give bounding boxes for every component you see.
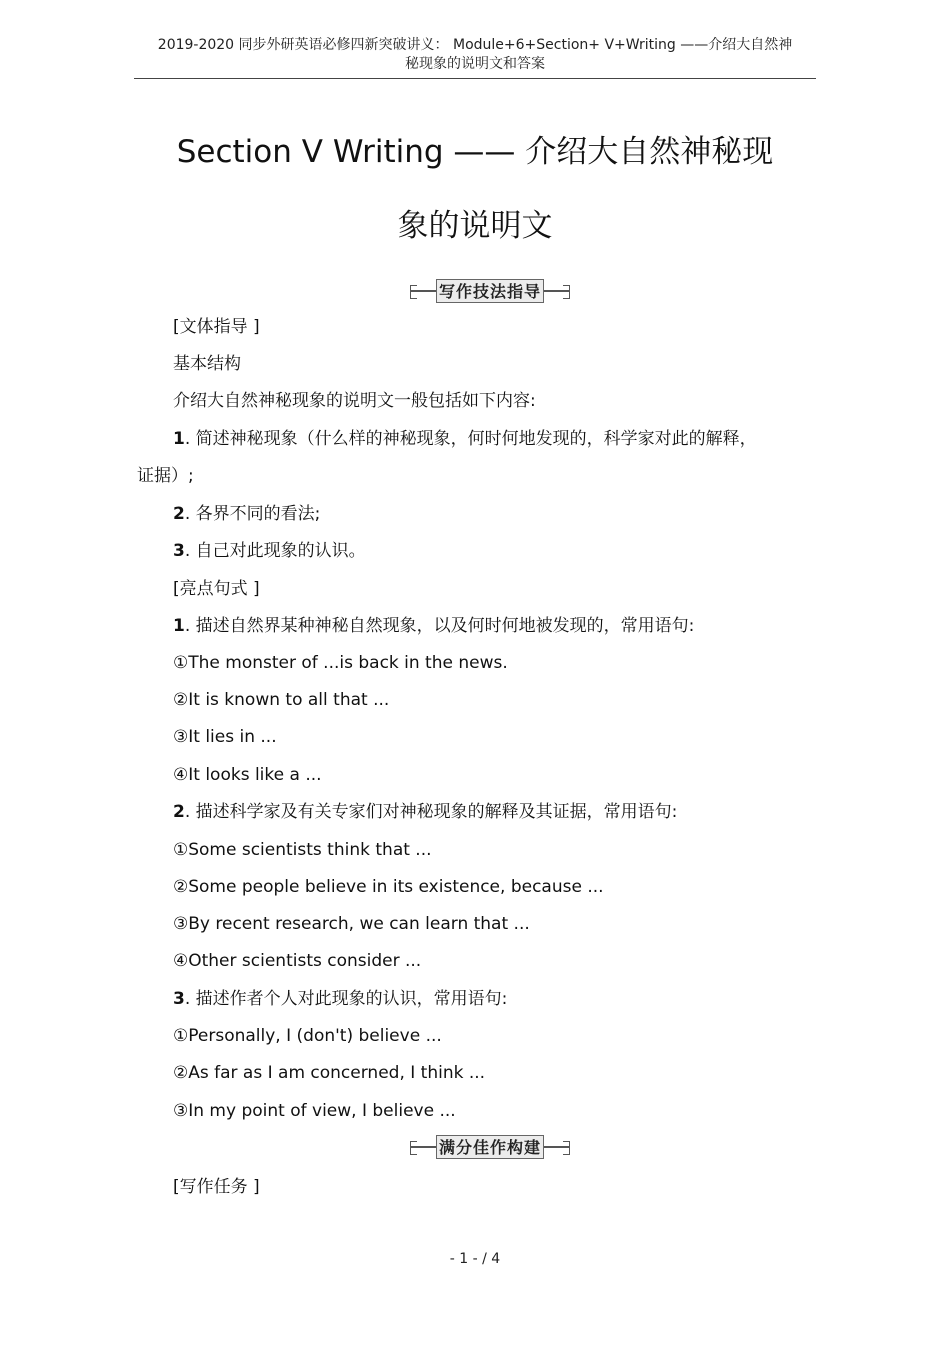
- item-text: . 描述作者个人对此现象的认识，常用语句:: [184, 989, 508, 1009]
- item-text: . 简述神秘现象（什么样的神秘现象，何时何地发现的，科学家对此的解释，: [184, 429, 757, 449]
- sentence-group-3: [173, 988, 507, 1010]
- item-number: 1: [173, 429, 185, 449]
- page-number: - 1 - / 4: [449, 1251, 501, 1267]
- sentence-example: ②It is known to all that ...: [173, 690, 390, 710]
- sentence-example: ②Some people believe in its existence, because ...: [173, 877, 604, 897]
- section-banner-label: 写作技法指导: [436, 279, 544, 303]
- intro-paragraph: 介绍大自然神秘现象的说明文一般包括如下内容:: [173, 391, 536, 411]
- item-text: . 描述自然界某种神秘自然现象，以及何时何地被发现的，常用语句:: [184, 616, 695, 636]
- section-banner-label: 满分佳作构建: [436, 1135, 544, 1159]
- running-header: [134, 36, 816, 74]
- section-banner-model-essay: [410, 1135, 570, 1159]
- page-title-line1: Section Ⅴ Writing —— 介绍大自然神秘现: [176, 134, 774, 170]
- item-number: 2: [173, 504, 185, 524]
- sentence-example: ④Other scientists consider ...: [173, 951, 422, 971]
- running-header-line1: 2019-2020 同步外研英语必修四新突破讲义： Module+6+Section+ Ⅴ+Writing ——介绍大自然神: [157, 37, 793, 53]
- structure-item-1: [173, 428, 757, 450]
- sentence-example: ③By recent research, we can learn that ...: [173, 914, 530, 934]
- sentence-example: ③It lies in ...: [173, 727, 277, 747]
- sentence-example: ②As far as I am concerned, I think ...: [173, 1063, 486, 1083]
- sentence-example: ④It looks like a ...: [173, 765, 322, 785]
- item-text: . 自己对此现象的认识。: [184, 541, 366, 561]
- structure-item-1-cont: 证据）;: [137, 466, 194, 486]
- sentence-example: ③In my point of view, I believe ...: [173, 1101, 456, 1121]
- item-number: 1: [173, 616, 185, 636]
- item-number: 2: [173, 802, 185, 822]
- basic-structure-heading: 基本结构: [173, 354, 241, 374]
- sentence-group-2: [173, 801, 677, 823]
- item-text: . 各界不同的看法;: [184, 504, 321, 524]
- running-header-line2: 秘现象的说明文和答案: [405, 56, 545, 72]
- sentence-example: ①Some scientists think that ...: [173, 840, 432, 860]
- section-banner-writing-guide: [410, 279, 570, 303]
- highlight-heading: [亮点句式 ]: [173, 579, 260, 599]
- writing-task-heading: [写作任务 ]: [173, 1177, 260, 1197]
- sentence-example: ①Personally, I (don't) believe ...: [173, 1026, 442, 1046]
- genre-guide-heading: [文体指导 ]: [173, 317, 260, 337]
- item-number: 3: [173, 541, 185, 561]
- item-text: . 描述科学家及有关专家们对神秘现象的解释及其证据，常用语句:: [184, 802, 678, 822]
- structure-item-2: [173, 503, 320, 525]
- header-rule: [134, 78, 816, 79]
- sentence-example: ①The monster of ...is back in the news.: [173, 653, 508, 673]
- item-number: 3: [173, 989, 185, 1009]
- page-title-line2: 象的说明文: [397, 208, 553, 244]
- structure-item-3: [173, 540, 366, 562]
- sentence-group-1: [173, 615, 694, 637]
